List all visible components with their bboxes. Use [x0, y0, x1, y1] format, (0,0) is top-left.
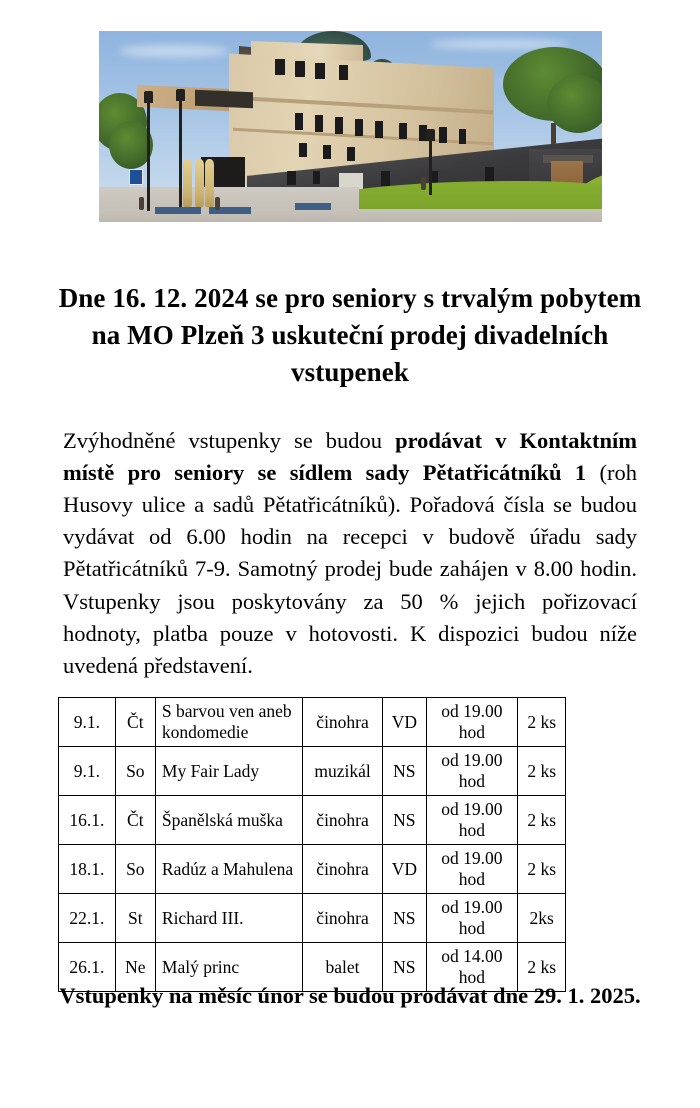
cell-time: od 19.00 hod: [426, 747, 518, 796]
facade-window: [295, 61, 305, 77]
facade-window: [315, 115, 323, 132]
theatre-photo: [99, 31, 602, 222]
theatre-photo-canvas: [99, 31, 602, 222]
cell-qty: 2 ks: [518, 747, 566, 796]
facade-window: [399, 123, 407, 139]
facade-window: [275, 59, 285, 75]
table-row: [59, 796, 566, 845]
closed-parasol: [205, 159, 214, 207]
cell-time: od 19.00 hod: [426, 845, 518, 894]
cell-genre: muzikál: [302, 747, 382, 796]
facade-window: [355, 119, 363, 136]
cell-stage: NS: [383, 747, 426, 796]
cell-day: St: [115, 894, 155, 943]
cell-stage: VD: [383, 845, 426, 894]
paragraph-details: (roh Husovy ulice a sadů Pětatřicátníků). Pořadová čísla se budou vydávat od 6.00 hodin na recepci v budově úřadu sady Pětatřicátníků 7-9. Samotný prodej bude zahájen v 8.00 hodin. Vstupenky jsou poskytovány za 50 % jejich pořizovací hodnoty, platba pouze v hotovosti. K dispozici budou níže uvedená představení.: [63, 459, 637, 678]
cell-title: Richard III.: [155, 894, 302, 943]
bench: [295, 203, 331, 210]
performance-schedule-table: [58, 697, 566, 992]
facade-window: [335, 117, 343, 134]
table-row: [59, 845, 566, 894]
closed-parasol: [183, 159, 192, 207]
cell-title: Španělská muška: [155, 796, 302, 845]
cell-qty: 2 ks: [518, 698, 566, 747]
lamp-post: [147, 99, 150, 211]
cell-title: My Fair Lady: [155, 747, 302, 796]
cell-genre: činohra: [302, 845, 382, 894]
wall-opening: [485, 167, 494, 182]
cell-date: 9.1.: [59, 747, 116, 796]
facade-window: [299, 143, 307, 157]
cell-date: 22.1.: [59, 894, 116, 943]
lamp-head: [144, 91, 153, 103]
facade-window: [323, 145, 331, 159]
cell-date: 16.1.: [59, 796, 116, 845]
cloud-wisp: [119, 45, 229, 57]
cell-stage: NS: [383, 943, 426, 992]
page-title: Dne 16. 12. 2024 se pro seniory s trvalým pobytem na MO Plzeň 3 uskuteční prodej divadelních vstupenek: [58, 283, 642, 388]
cell-day: Ne: [115, 943, 155, 992]
cell-stage: NS: [383, 796, 426, 845]
cell-genre: činohra: [302, 698, 382, 747]
cell-genre: balet: [302, 943, 382, 992]
cell-stage: VD: [383, 698, 426, 747]
cell-day: Čt: [115, 796, 155, 845]
cell-day: So: [115, 845, 155, 894]
lamp-head: [426, 129, 435, 141]
cell-qty: 2 ks: [518, 845, 566, 894]
paragraph-intro: Zvýhodněné vstupenky se budou: [63, 427, 396, 453]
cell-genre: činohra: [302, 894, 382, 943]
cell-qty: 2 ks: [518, 796, 566, 845]
schedule-body: [59, 698, 566, 992]
lamp-head: [176, 89, 185, 101]
wall-opening: [313, 171, 320, 184]
table-row: [59, 747, 566, 796]
cell-time: od 19.00 hod: [426, 796, 518, 845]
table-row: [59, 698, 566, 747]
facade-window: [439, 127, 447, 143]
table-row: [59, 894, 566, 943]
cell-date: 18.1.: [59, 845, 116, 894]
bench: [155, 207, 201, 214]
cell-title: Malý princ: [155, 943, 302, 992]
cell-day: Čt: [115, 698, 155, 747]
facade-window: [347, 147, 355, 161]
next-sale-note: Vstupenky na měsíc únor se budou prodávat dne 29. 1. 2025.: [59, 982, 641, 1008]
pedestrian: [139, 197, 144, 210]
cell-date: 9.1.: [59, 698, 116, 747]
cell-time: od 19.00 hod: [426, 698, 518, 747]
facade-window: [295, 113, 303, 130]
annexe-dark-band: [195, 90, 253, 109]
wall-opening: [287, 171, 296, 185]
closed-parasol: [195, 159, 204, 207]
announcement-paragraph: [63, 425, 637, 683]
cell-qty: 2ks: [518, 894, 566, 943]
pedestrian: [215, 197, 220, 210]
wall-opening: [381, 171, 390, 186]
cell-title: S barvou ven aneb kondomedie: [155, 698, 302, 747]
cell-time: od 14.00 hod: [426, 943, 518, 992]
lamp-post: [179, 97, 182, 213]
pedestrian: [421, 177, 426, 190]
street-sign: [129, 169, 143, 185]
facade-window: [375, 121, 383, 138]
cell-day: So: [115, 747, 155, 796]
paragraph-emphasis-venue: prodávat v Kontaktním místě pro seniory se sídlem sady Pětatřicátníků 1: [63, 427, 637, 485]
lamp-post: [429, 135, 432, 195]
facade-window: [339, 65, 348, 80]
facade-window: [315, 63, 325, 79]
cell-title: Radúz a Mahulena: [155, 845, 302, 894]
cell-date: 26.1.: [59, 943, 116, 992]
facade-window: [459, 129, 466, 144]
cell-genre: činohra: [302, 796, 382, 845]
cell-qty: 2 ks: [518, 943, 566, 992]
cell-stage: NS: [383, 894, 426, 943]
cell-time: od 19.00 hod: [426, 894, 518, 943]
